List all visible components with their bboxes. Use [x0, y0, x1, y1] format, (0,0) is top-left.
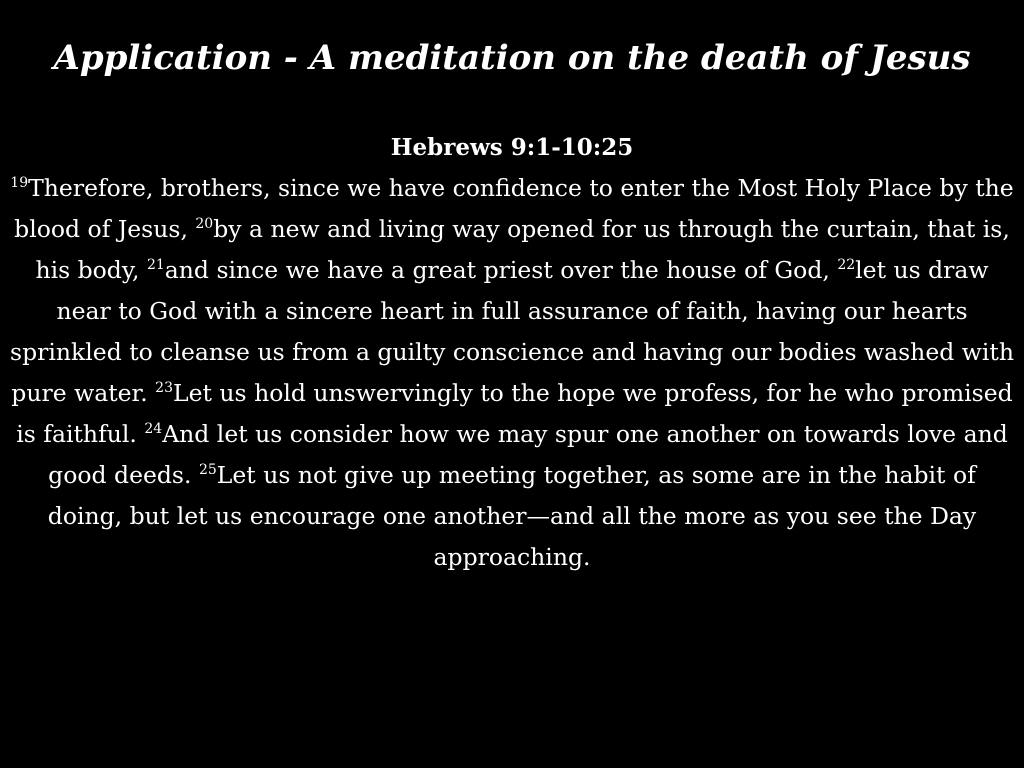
scripture-passage: [8, 168, 1016, 578]
verse-text-24: And let us consider how we may spur one another on towards love and good deeds.: [48, 420, 1008, 489]
slide-title: Application - A meditation on the death of Jesus: [53, 38, 971, 78]
verse-number-21: 21: [146, 257, 165, 273]
verse-number-25: 25: [198, 462, 217, 478]
verse-text-21: and since we have a great priest over the house of God,: [164, 256, 838, 284]
verse-text-19: Therefore, brothers, since we have confidence to enter the Most Holy Place by the blood of Jesus,: [14, 174, 1014, 243]
verse-number-24: 24: [144, 421, 163, 437]
verse-text-25: Let us not give up meeting together, as some are in the habit of doing, but let us encourage one another—and all the more as you see the Day approaching.: [47, 461, 977, 571]
verse-text-23: Let us hold unswervingly to the hope we profess, for he who promised is faithful.: [16, 379, 1013, 448]
verse-number-23: 23: [155, 380, 173, 396]
scripture-reference: Hebrews 9:1-10:25: [390, 134, 634, 161]
verse-number-22: 22: [837, 257, 856, 273]
verse-number-20: 20: [195, 216, 214, 232]
verse-text-20: by a new and living way opened for us through the curtain, that is, his body,: [35, 215, 1010, 284]
verse-number-19: 19: [10, 175, 29, 191]
verse-text-22: let us draw near to God with a sincere heart in full assurance of faith, having our hearts sprinkled to cleanse us from a guilty conscience and having our bodies washed with pure water.: [10, 256, 1014, 407]
